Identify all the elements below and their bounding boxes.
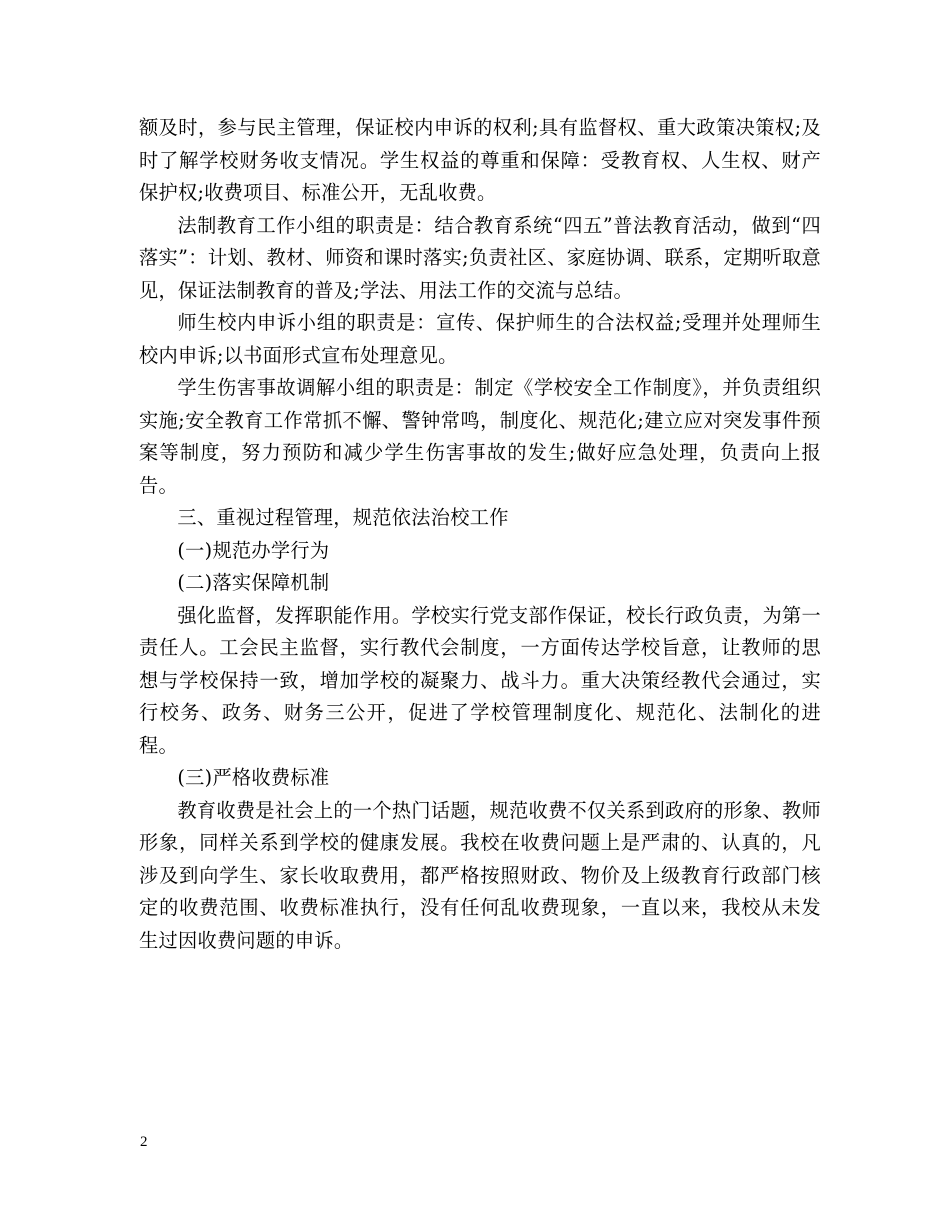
paragraph-appeal-group: 师生校内申诉小组的职责是：宣传、保护师生的合法权益;受理并处理师生校内申诉;以书面形式宣布处理意见。 <box>139 311 821 367</box>
section-heading-process-management: 三、重视过程管理，规范依法治校工作 <box>177 506 509 529</box>
page-number: 2 <box>140 1134 148 1150</box>
subheading-standardize-conduct: (一)规范办学行为 <box>177 538 330 562</box>
paragraph-supervision: 强化监督，发挥职能作用。学校实行党支部作保证，校长行政负责，为第一责任人。工会民主监督，实行教代会制度，一方面传达学校旨意，让教师的思想与学校保持一致，增加学校的凝聚力、战斗力。重大决策经教代会通过，实行校务、政务、财务三公开，促进了学校管理制度化、规范化、法制化的进程。 <box>139 603 821 757</box>
paragraph-legal-education-group: 法制教育工作小组的职责是：结合教育系统“四五”普法教育活动，做到“四落实”：计划、教材、师资和课时落实;负责社区、家庭协调、联系，定期听取意见，保证法制教育的普及;学法、用法工作的交流与总结。 <box>139 213 821 302</box>
subheading-guarantee-mechanism: (二)落实保障机制 <box>177 571 330 594</box>
paragraph-injury-mediation-group: 学生伤害事故调解小组的职责是：制定《学校安全工作制度》，并负责组织实施;安全教育工作常抓不懈、警钟常鸣，制度化、规范化;建立应对突发事件预案等制度，努力预防和减少学生伤害事故的发生;做好应急处理，负责向上报告。 <box>139 376 821 497</box>
paragraph-rights-continuation: 额及时，参与民主管理，保证校内申诉的权利;具有监督权、重大政策决策权;及时了解学校财务收支情况。学生权益的尊重和保障：受教育权、人生权、财产保护权;收费项目、标准公开，无乱收费。 <box>139 116 821 204</box>
document-body <box>139 112 821 957</box>
subheading-fee-standards: (三)严格收费标准 <box>177 766 330 789</box>
paragraph-education-fees: 教育收费是社会上的一个热门话题，规范收费不仅关系到政府的形象、教师形象，同样关系到学校的健康发展。我校在收费问题上是严肃的、认真的，凡涉及到向学生、家长收取费用，都严格按照财政、物价及上级教育行政部门核定的收费范围、收费标准执行，没有任何乱收费现象，一直以来，我校从未发生过因收费问题的申诉。 <box>139 798 821 952</box>
